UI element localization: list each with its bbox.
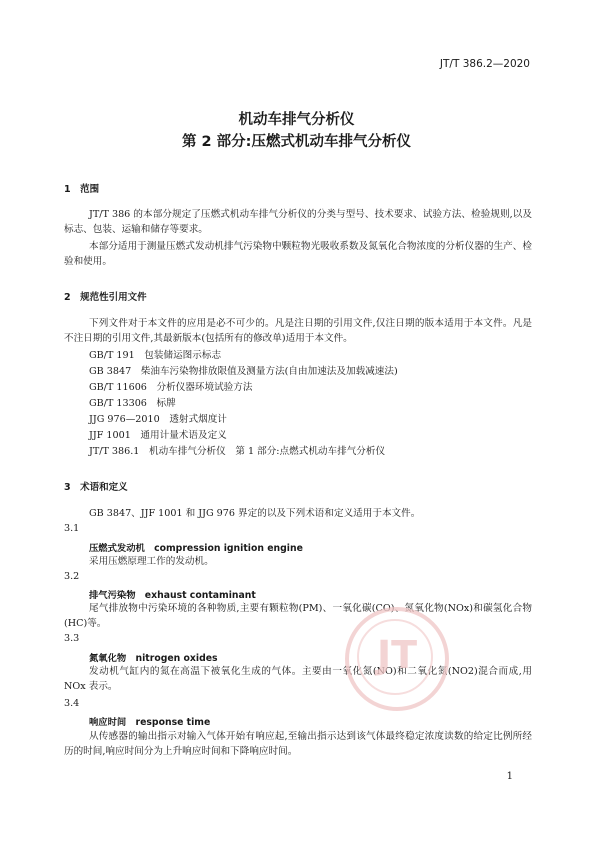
page-number: 1 [506, 771, 513, 782]
section-1-para-1: JT/T 386 的本部分规定了压燃式机动车排气分析仪的分类与型号、技术要求、试验方法、检验规则,以及标志、包装、运输和储存等要求。 [64, 209, 532, 235]
term-number: 3.3 [64, 633, 80, 644]
term-definition: 尾气排放物中污染环境的各种物质,主要有颗粒物(PM)、一氧化碳(CO)、氮氧化物(NOx)和碳氢化合物(HC)等。 [64, 603, 532, 629]
term-definition: 从传感器的输出指示对输入气体开始有响应起,至输出指示达到该气体最终稳定浓度读数的给定比例所经历的时间,响应时间分为上升响应时间和下降响应时间。 [64, 731, 532, 757]
reference-item: JJF 1001 通用计量术语及定义 [89, 430, 227, 441]
term-definition: 发动机气缸内的氮在高温下被氧化生成的气体。主要由一氧化氮(NO)和二氧化氮(NO2)混合而成,用 NOx 表示。 [64, 666, 532, 692]
jt-seal-watermark-icon [345, 607, 449, 711]
term-definition: 采用压燃原理工作的发动机。 [89, 556, 214, 567]
reference-item: GB/T 191 包装储运图示标志 [89, 350, 222, 361]
reference-item: JJG 976—2010 透射式烟度计 [89, 414, 227, 425]
doc-title-line2: 第 2 部分:压燃式机动车排气分析仪 [182, 134, 411, 150]
reference-item: GB 3847 柴油车污染物排放限值及测量方法(自由加速法及加载减速法) [89, 366, 398, 377]
term-number: 3.4 [64, 698, 80, 709]
section-1-para-2: 本部分适用于测量压燃式发动机排气污染物中颗粒物光吸收系数及氮氧化合物浓度的分析仪器的生产、检验和使用。 [64, 241, 532, 267]
doc-title-line1: 机动车排气分析仪 [238, 112, 355, 128]
term-heading: 氮氧化物 nitrogen oxides [89, 653, 218, 664]
section-1-heading: 1 范围 [64, 184, 100, 195]
section-2-para-1: 下列文件对于本文件的应用是必不可少的。凡是注日期的引用文件,仅注日期的版本适用于本文件。凡是不注日期的引用文件,其最新版本(包括所有的修改单)适用于本文件。 [64, 318, 532, 344]
reference-item: GB/T 13306 标牌 [89, 398, 176, 409]
term-number: 3.1 [64, 523, 80, 534]
reference-item: JT/T 386.1 机动车排气分析仪 第 1 部分:点燃式机动车排气分析仪 [89, 446, 386, 457]
section-3-intro: GB 3847、JJF 1001 和 JJG 976 界定的以及下列术语和定义适用于本文件。 [89, 508, 421, 519]
term-heading: 响应时间 response time [89, 717, 211, 728]
reference-item: GB/T 11606 分析仪器环境试验方法 [89, 382, 253, 393]
term-heading: 排气污染物 exhaust contaminant [89, 590, 256, 601]
section-3-heading: 3 术语和定义 [64, 482, 128, 493]
term-heading: 压燃式发动机 compression ignition engine [89, 543, 303, 554]
seal-letters: JT [376, 633, 418, 677]
section-2-heading: 2 规范性引用文件 [64, 292, 147, 303]
standard-number: JT/T 386.2—2020 [439, 58, 530, 70]
term-number: 3.2 [64, 571, 80, 582]
